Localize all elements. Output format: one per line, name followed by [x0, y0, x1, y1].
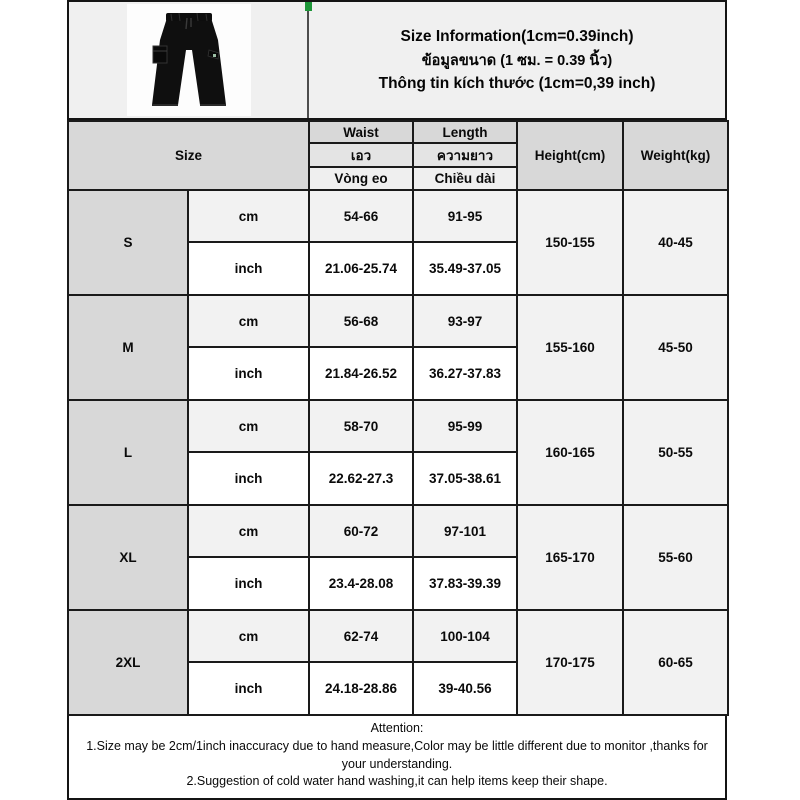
unit-label-inch: inch: [188, 242, 309, 295]
length-header-th: ความยาว: [413, 143, 517, 167]
size-info-title-block: [309, 2, 725, 118]
height-2xl: 170-175: [517, 610, 623, 715]
waist-cm-l: 58-70: [309, 400, 413, 452]
row-l-cm: [68, 400, 728, 452]
title-english: Size Information(1cm=0.39inch): [400, 27, 634, 45]
title-thai: ข้อมูลขนาด (1 ซม. = 0.39 นิ้ว): [421, 52, 613, 69]
waist-header-th: เอว: [309, 143, 413, 167]
length-inch-s: 35.49-37.05: [413, 242, 517, 295]
waist-cm-s: 54-66: [309, 190, 413, 242]
length-cm-l: 95-99: [413, 400, 517, 452]
length-inch-xl: 37.83-39.39: [413, 557, 517, 610]
waist-inch-m: 21.84-26.52: [309, 347, 413, 400]
attention-title: Attention:: [370, 721, 424, 735]
height-m: 155-160: [517, 295, 623, 400]
length-header-vi: Chiều dài: [413, 167, 517, 190]
cargo-pants-icon: [127, 4, 251, 116]
size-cell-m: M: [68, 295, 188, 400]
waist-cm-m: 56-68: [309, 295, 413, 347]
height-s: 150-155: [517, 190, 623, 295]
attention-note: [67, 716, 727, 800]
size-cell-l: L: [68, 400, 188, 505]
unit-label-inch: inch: [188, 452, 309, 505]
row-2xl-cm: [68, 610, 728, 662]
weight-xl: 55-60: [623, 505, 728, 610]
attention-line-2: 2.Suggestion of cold water hand washing,it can help items keep their shape.: [186, 774, 608, 789]
waist-header-en: Waist: [309, 121, 413, 143]
height-l: 160-165: [517, 400, 623, 505]
waist-inch-s: 21.06-25.74: [309, 242, 413, 295]
waist-cm-2xl: 62-74: [309, 610, 413, 662]
height-header: Height(cm): [517, 121, 623, 190]
length-inch-2xl: 39-40.56: [413, 662, 517, 715]
length-inch-l: 37.05-38.61: [413, 452, 517, 505]
unit-label-cm: cm: [188, 400, 309, 452]
length-cm-2xl: 100-104: [413, 610, 517, 662]
size-corner-header: Size: [68, 121, 309, 190]
unit-label-inch: inch: [188, 347, 309, 400]
row-m-cm: [68, 295, 728, 347]
length-inch-m: 36.27-37.83: [413, 347, 517, 400]
weight-m: 45-50: [623, 295, 728, 400]
length-cm-s: 91-95: [413, 190, 517, 242]
height-xl: 165-170: [517, 505, 623, 610]
waist-cm-xl: 60-72: [309, 505, 413, 557]
row-xl-cm: [68, 505, 728, 557]
length-header-en: Length: [413, 121, 517, 143]
waist-inch-2xl: 24.18-28.86: [309, 662, 413, 715]
green-tick-mark: [305, 2, 312, 11]
size-chart-sheet: [67, 0, 727, 800]
weight-l: 50-55: [623, 400, 728, 505]
product-photo: [127, 4, 251, 116]
size-table: [67, 120, 729, 716]
title-vietnamese: Thông tin kích thước (1cm=0,39 inch): [378, 74, 656, 92]
unit-label-cm: cm: [188, 505, 309, 557]
waist-inch-l: 22.62-27.3: [309, 452, 413, 505]
unit-label-cm: cm: [188, 190, 309, 242]
unit-label-inch: inch: [188, 662, 309, 715]
product-photo-cell: [69, 2, 309, 118]
unit-label-cm: cm: [188, 295, 309, 347]
weight-s: 40-45: [623, 190, 728, 295]
attention-line-1: 1.Size may be 2cm/1inch inaccuracy due to hand measure,Color may be little different due to monitor ,thanks for your understanding.: [86, 738, 708, 771]
header-section: [67, 0, 727, 120]
size-cell-xl: XL: [68, 505, 188, 610]
weight-header: Weight(kg): [623, 121, 728, 190]
waist-header-vi: Vòng eo: [309, 167, 413, 190]
weight-2xl: 60-65: [623, 610, 728, 715]
row-s-cm: [68, 190, 728, 242]
waist-inch-xl: 23.4-28.08: [309, 557, 413, 610]
table-header-row-1: [68, 121, 728, 143]
unit-label-cm: cm: [188, 610, 309, 662]
length-cm-xl: 97-101: [413, 505, 517, 557]
size-cell-2xl: 2XL: [68, 610, 188, 715]
unit-label-inch: inch: [188, 557, 309, 610]
size-cell-s: S: [68, 190, 188, 295]
length-cm-m: 93-97: [413, 295, 517, 347]
